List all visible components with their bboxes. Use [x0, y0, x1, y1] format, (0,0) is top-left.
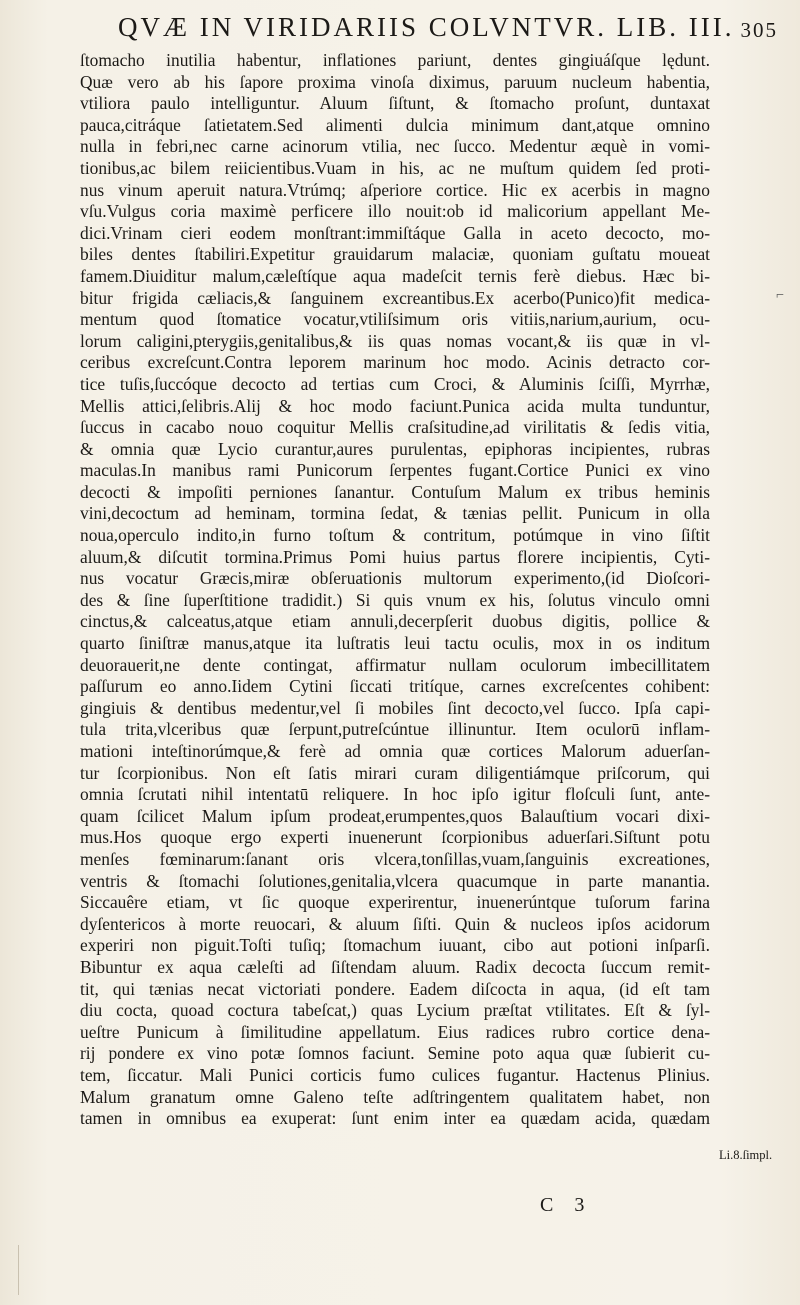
text-line: mationi inteſtinorúmque,& ferè ad omnia quæ cortices Malorum aduerſan- [80, 741, 710, 761]
text-line: biles dentes ſtabiliri.Expetitur grauidarum malaciæ, quoniam guſtatu moueat [80, 244, 710, 265]
text-line: tit, qui tænias necat victoriati pondere. Eadem diſcocta in aqua, (id eſt tam [80, 978, 710, 999]
text-line: famem.Diuiditur malum,cæleſtíque aqua madeſcit ternis ferè diebus. Hæc bi- [80, 265, 710, 286]
text-line: cinctus,& calceatus,atque etiam annuli,decerpſerit duobus digitis, pollice & [80, 611, 710, 632]
text-line: dici.Vrinam cieri eodem monſtrant:immiſtáque Galla in aceto decocto, mo- [80, 222, 710, 243]
text-line: ſuccus in cacabo nouo coquitur Mellis craſsitudine,ad virilitatis & ſedis vitia, [80, 417, 710, 438]
text-line: deuorauerit,ne dente contingat, affirmatur nullam oculorum imbecillitatem [80, 654, 710, 675]
text-line: mentum quod ſtomatice vocatur,vtiliſsimum oris vitiis,narium,aurium, ocu- [80, 309, 710, 330]
text-line: menſes fœminarum:ſanant oris vlcera,tonſillas,vuam,ſanguinis excreationes, [80, 848, 710, 869]
text-line: vtiliora paulo intelliguntur. Aluum ſiſtunt, & ſtomacho proſunt, duntaxat [80, 93, 710, 114]
text-line: maculas.In manibus rami Punicorum ſerpentes fugant.Cortice Punici ex vino [80, 460, 710, 481]
text-line: gingiuis & dentibus medentur,vel ſi mobiles ſint decocto,vel ſucco. Ipſa capi- [80, 697, 710, 718]
text-line: decocti & impoſiti perniones ſanantur. Contuſum Malum ex tribus heminis [80, 481, 710, 502]
text-line: quarto ſiniſtræ manus,atque ita luſtratis leui tactu oculis, mox in os inditum [80, 633, 710, 654]
text-line: Siccauêre etiam, vt ſic quoque experirentur, inuenerúntque tuſorum farina [80, 892, 710, 913]
text-line: pauca,citráque ſatietatem.Sed alimenti dulcia minimum dant,atque omnino [80, 114, 710, 135]
text-line: tur ſcorpionibus. Non eſt ſatis mirari curam diligentiámque priſcorum, qui [80, 762, 710, 783]
text-line: noua,operculo indito,in furno toſtum & contritum, potúmque in vino ſiſtit [80, 525, 710, 546]
text-line: ventris & ſtomachi ſolutiones,genitalia,vlcera quacumque in parte manantia. [80, 870, 710, 891]
margin-mark: ⌐ [776, 288, 784, 303]
text-line: & omnia quæ Lycio curantur,aures purulentas, epiphoras incipientes, rubras [80, 438, 710, 459]
text-line: Mellis attici,ſelibris.Alij & hoc modo faciunt.Punica acida multa tunduntur, [80, 395, 710, 416]
text-line: nulla in febri,nec carne acinorum vtilia, nec ſucco. Medentur æquè in vomi- [80, 136, 710, 157]
text-line: ueſtre Punicum à ſimilitudine appellatum. Eius radices rubro cortice dena- [80, 1021, 710, 1042]
text-line: tula trita,vlceribus quæ ſerpunt,putreſcúntue illinuntur. Item oculorū inflam- [80, 719, 710, 740]
text-line: lorum caligini,pterygiis,genitalibus,& iis quas nomas vocant,& iis quæ in vl- [80, 330, 710, 351]
text-line: des & ſine ſuperſtitione tradidit.) Si quis vnum ex his, ſolutus vinculo omni [80, 589, 710, 610]
text-line: ceribus excreſcunt.Contra leporem marinum hoc modo. Acinis detracto cor- [80, 352, 710, 373]
running-head: QVÆ IN VIRIDARIIS COLVNTVR. LIB. III. [118, 12, 735, 42]
text-line: vini,decoctum ad heminam, tormina ſedat, & tænias pellit. Punicum in olla [80, 503, 710, 524]
text-line: quam ſcilicet Malum ipſum prodeat,erumpentes,quos Balauſtium vocari dixi- [80, 805, 710, 826]
text-line: aluum,& diſcutit tormina.Primus Pomi huius partus florere incipientis, Cyti- [80, 546, 710, 567]
text-line: Bibuntur ex aqua cæleſti ad ſiſtendam aluum. Radix decocta ſuccum remit- [80, 956, 710, 977]
text-line: nus vocatur Græcis,miræ obſeruationis multorum experimento,(id Dioſcori- [80, 568, 710, 589]
text-line: rij pondere ex vino potæ ſomnos faciunt. Semine poto aqua quæ ſubierit cu- [80, 1043, 710, 1064]
margin-note: Li.8.ſimpl. [719, 1148, 773, 1162]
text-line: diu cocta, quoad coctura tabeſcat,) quas Lycium præſtat vtilitates. Eſt & ſyl- [80, 1000, 710, 1021]
text-line: ſtomacho inutilia habentur, inflationes pariunt, dentes gingiuáſque lędunt. [80, 50, 710, 70]
text-line: dyſentericos à morte reuocari, & aluum ſiſti. Quin & nucleos ipſos acidorum [80, 913, 710, 934]
text-line: Quæ vero ab his ſapore proxima vinoſa diximus, paruum nucleum habentia, [80, 71, 710, 92]
page-number: 305 [740, 18, 778, 42]
text-line: tem, ſiccatur. Mali Punici corticis fumo culices fugantur. Hactenus Plinius. [80, 1064, 710, 1085]
text-line: mus.Hos quoque ergo experti inuenerunt ſcorpionibus aduerſari.Siſtunt potu [80, 827, 710, 848]
body-text [80, 50, 710, 1130]
text-line: vſu.Vulgus coria maximè perficere illo nouit:ob id malicorium appellant Me- [80, 201, 710, 222]
text-line: Malum granatum omne Galeno teſte adſtringentem qualitatem habet, non [80, 1086, 710, 1107]
text-line: omnia ſcrutati nihil intentatū reliquere. In hoc ipſo igitur floſculi ſunt, ante- [80, 784, 710, 805]
text-line: experiri non piguit.Toſti tuſiq; ſtomachum iuuant, cibo aut potioni inſparſi. [80, 935, 710, 956]
page-edge-rule [18, 1245, 19, 1295]
text-line: tice tuſis,ſuccóque decocto ad tertias cum Croci, & Aluminis ſciſſi, Myrrhæ, [80, 373, 710, 394]
page-header [118, 12, 778, 44]
text-line: paſſurum eo anno.Iidem Cytini ſiccati tritíque, carnes excreſcentes cohibent: [80, 676, 710, 697]
text-line: bitur frigida cæliacis,& ſanguinem excreantibus.Ex acerbo(Punico)fit medica- [80, 287, 710, 308]
text-line: nus vinum aperuit natura.Vtrúmq; aſperiore cortice. Hic ex acerbis in magno [80, 179, 710, 200]
signature-mark: C 3 [540, 1194, 593, 1216]
text-line: tamen in omnibus ea exuperat: ſunt enim inter ea quædam acida, quædam [80, 1108, 710, 1129]
text-line: tionibus,ac bilem reiicientibus.Vuam in his, ac ne muſtum quidem ſed proti- [80, 157, 710, 178]
